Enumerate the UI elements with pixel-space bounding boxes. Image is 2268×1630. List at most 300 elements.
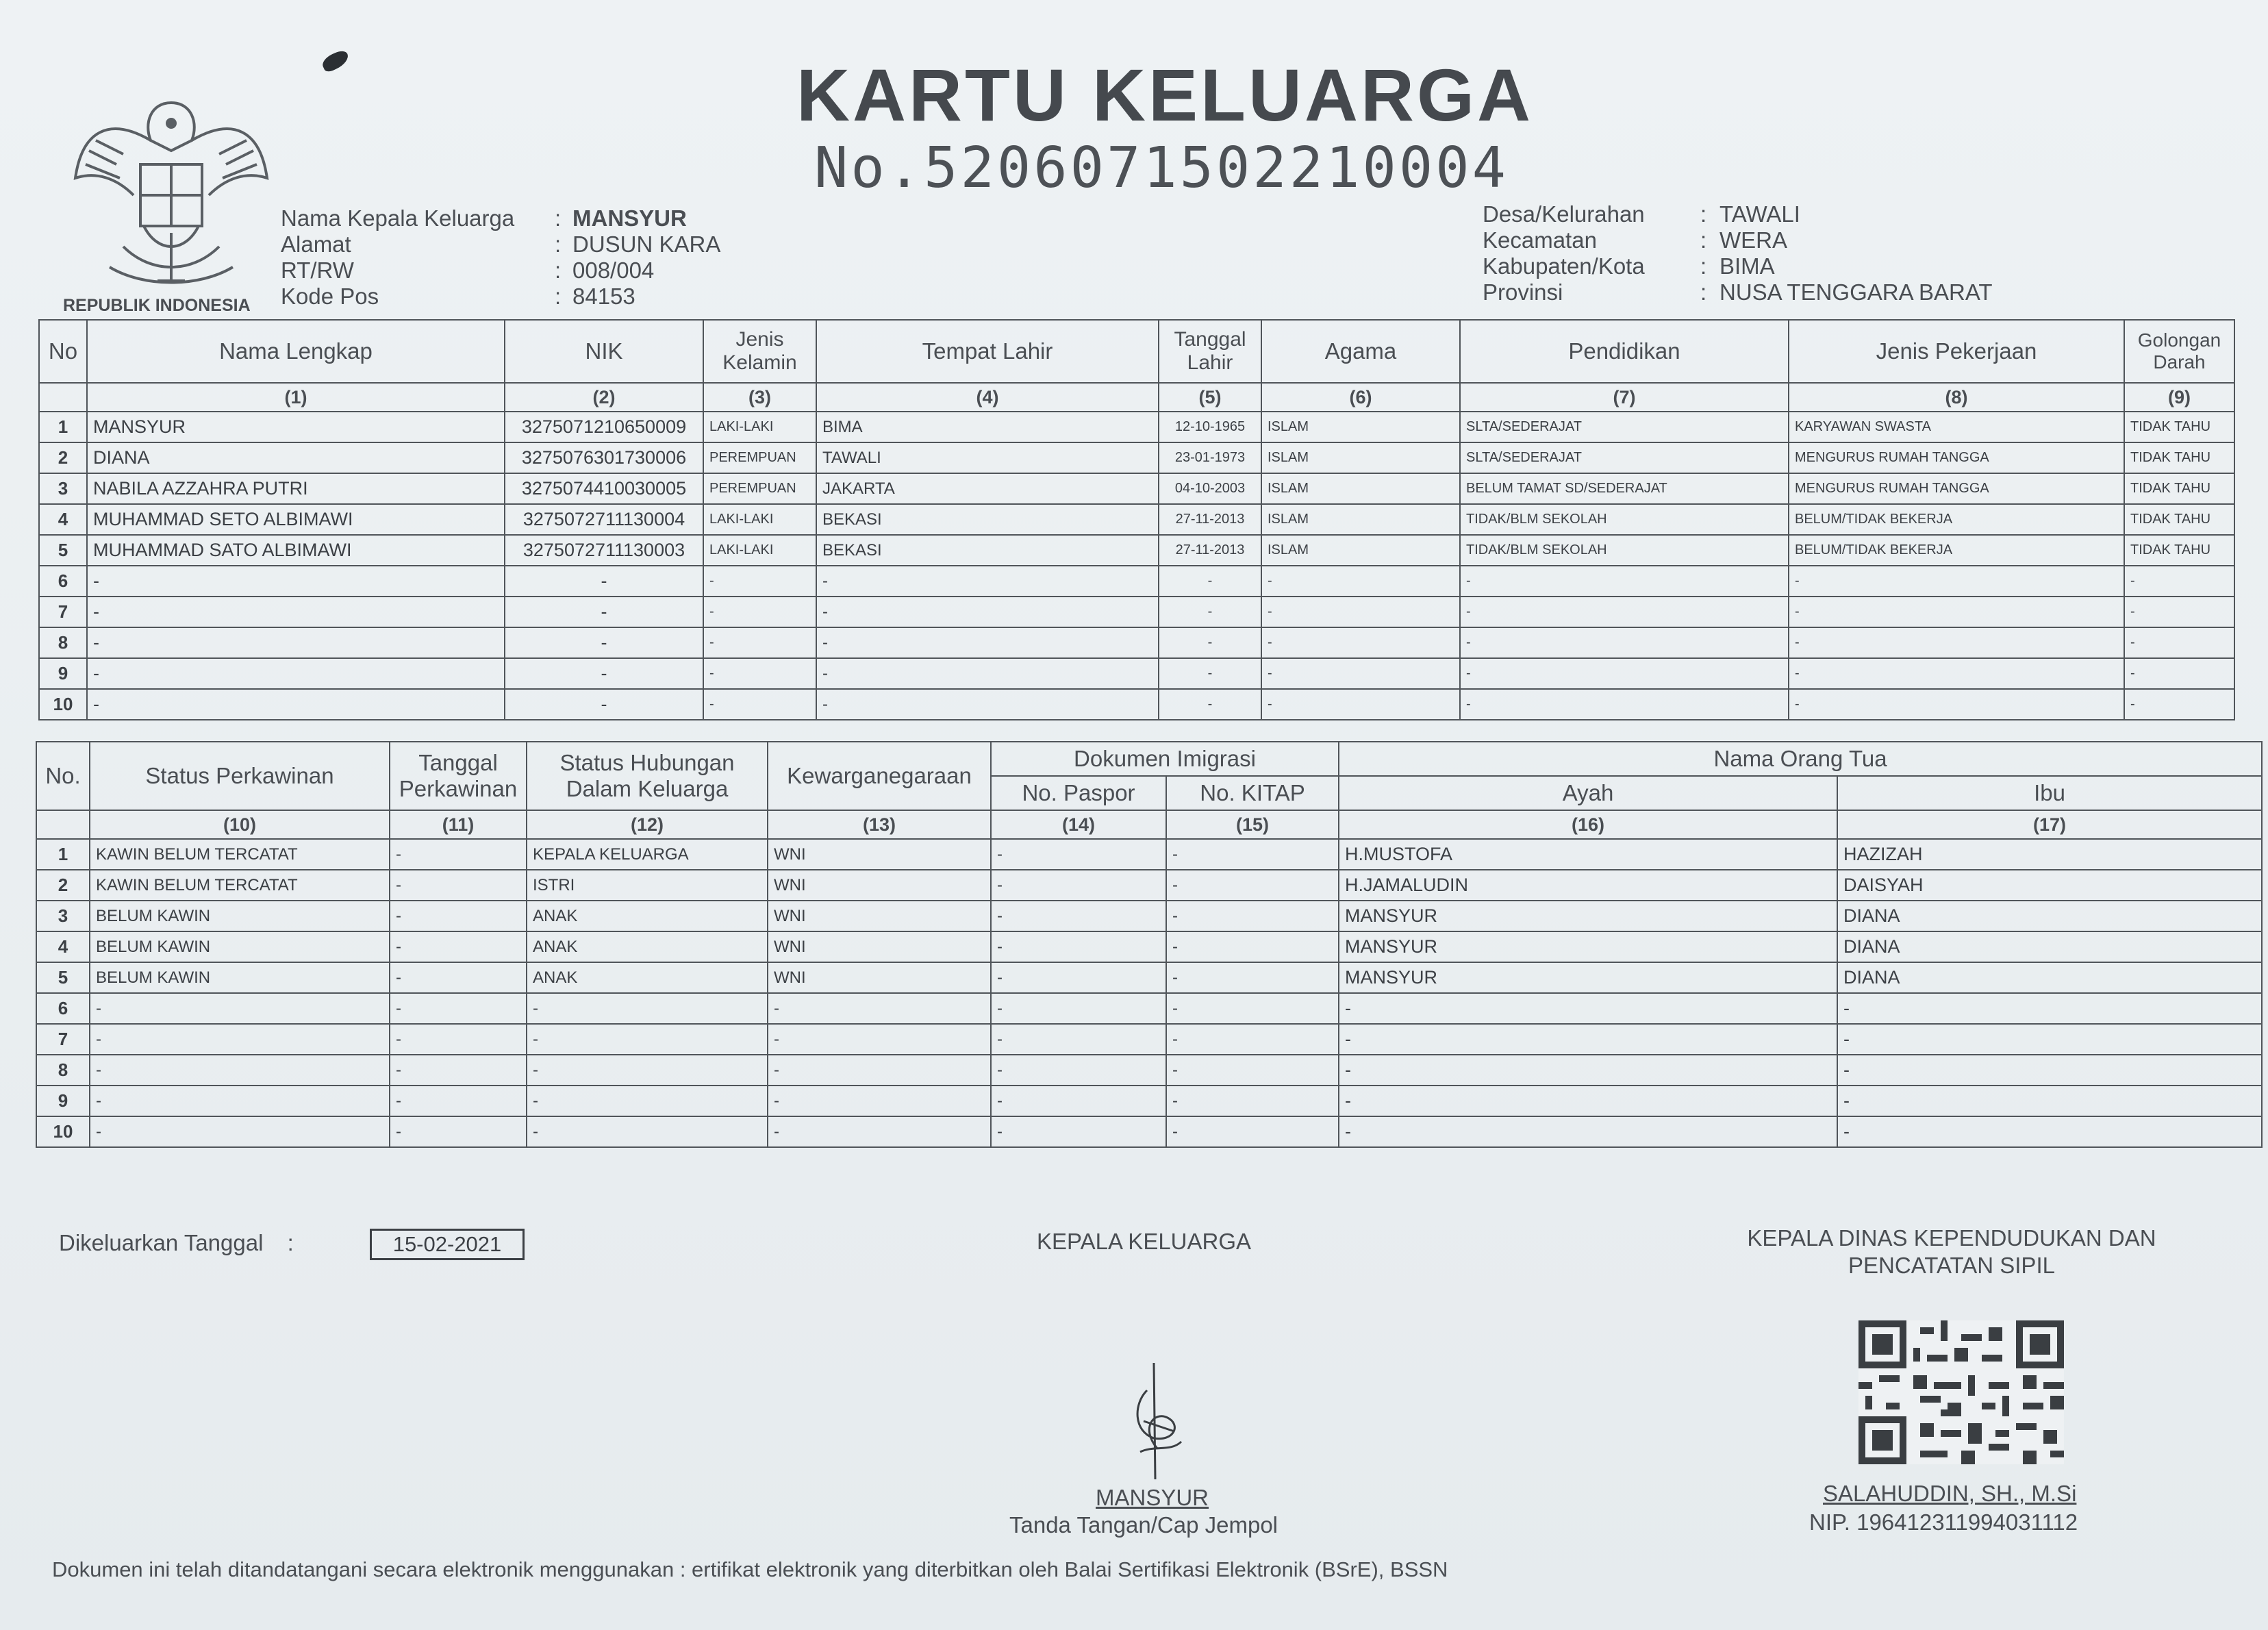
- member-religion: ISLAM: [1261, 504, 1460, 535]
- member-marital-status: -: [90, 1024, 390, 1055]
- member-kitap: -: [1166, 1024, 1339, 1055]
- member-birthplace: -: [816, 597, 1159, 627]
- member-birthplace: -: [816, 566, 1159, 597]
- member-occupation: BELUM/TIDAK BEKERJA: [1789, 535, 2124, 566]
- member-kitap: -: [1166, 870, 1339, 901]
- member-education: -: [1460, 689, 1789, 720]
- family-members-table: [38, 319, 2235, 720]
- table-row: [36, 1055, 2262, 1086]
- signature-icon: [1106, 1363, 1195, 1479]
- col-number: (2): [505, 383, 703, 412]
- col-header-relationship: Status Hubungan Dalam Keluarga: [527, 742, 768, 810]
- member-mother: DIANA: [1837, 931, 2262, 962]
- member-marital-status: BELUM KAWIN: [90, 901, 390, 931]
- member-father: MANSYUR: [1339, 901, 1837, 931]
- member-citizenship: -: [768, 993, 991, 1024]
- member-nik: 3275074410030005: [505, 473, 703, 504]
- member-father: H.MUSTOFA: [1339, 839, 1837, 870]
- member-passport: -: [991, 901, 1166, 931]
- member-birthplace: BEKASI: [816, 535, 1159, 566]
- member-marriage-date: -: [390, 993, 527, 1024]
- member-name: -: [87, 597, 505, 627]
- member-education: -: [1460, 566, 1789, 597]
- col-number: (12): [527, 810, 768, 839]
- member-kitap: -: [1166, 1116, 1339, 1147]
- table-header-row: [39, 320, 2234, 383]
- table-row: [39, 597, 2234, 627]
- member-nik: -: [505, 689, 703, 720]
- col-number: [36, 810, 90, 839]
- member-citizenship: WNI: [768, 931, 991, 962]
- table-row: [39, 442, 2234, 473]
- table-header-row: [36, 742, 2262, 776]
- member-blood-type: -: [2124, 627, 2234, 658]
- row-no: 9: [36, 1086, 90, 1116]
- member-nik: -: [505, 627, 703, 658]
- member-citizenship: WNI: [768, 962, 991, 993]
- row-no: 3: [39, 473, 87, 504]
- member-relationship: -: [527, 1055, 768, 1086]
- row-no: 1: [39, 412, 87, 442]
- member-passport: -: [991, 962, 1166, 993]
- member-occupation: -: [1789, 658, 2124, 689]
- member-gender: PEREMPUAN: [703, 442, 816, 473]
- qr-code-icon: [1859, 1320, 2064, 1464]
- member-occupation: KARYAWAN SWASTA: [1789, 412, 2124, 442]
- member-religion: -: [1261, 658, 1460, 689]
- member-passport: -: [991, 870, 1166, 901]
- row-no: 7: [36, 1024, 90, 1055]
- table-row: [39, 689, 2234, 720]
- family-head-title: KEPALA KELUARGA: [1037, 1229, 1252, 1254]
- member-religion: ISLAM: [1261, 473, 1460, 504]
- member-kitap: -: [1166, 931, 1339, 962]
- member-nik: 3275076301730006: [505, 442, 703, 473]
- member-mother: DIANA: [1837, 962, 2262, 993]
- member-name: MUHAMMAD SETO ALBIMAWI: [87, 504, 505, 535]
- emblem-caption: REPUBLIK INDONESIA: [63, 296, 251, 315]
- head-name-value: MANSYUR: [572, 205, 687, 231]
- col-header-mother: Ibu: [1837, 776, 2262, 810]
- member-kitap: -: [1166, 1086, 1339, 1116]
- member-mother: -: [1837, 1116, 2262, 1147]
- member-blood-type: -: [2124, 566, 2234, 597]
- info-colon: :: [1700, 279, 1707, 305]
- postal-code-value: 84153: [572, 284, 635, 309]
- member-birthplace: -: [816, 627, 1159, 658]
- info-colon: :: [555, 258, 562, 283]
- member-name: DIANA: [87, 442, 505, 473]
- table-row: [39, 504, 2234, 535]
- member-marital-status: KAWIN BELUM TERCATAT: [90, 870, 390, 901]
- table-row: [39, 535, 2234, 566]
- member-relationship: ANAK: [527, 931, 768, 962]
- member-citizenship: -: [768, 1024, 991, 1055]
- col-number: (17): [1837, 810, 2262, 839]
- info-label: Provinsi: [1483, 279, 1563, 305]
- member-father: -: [1339, 1086, 1837, 1116]
- member-mother: -: [1837, 993, 2262, 1024]
- member-nik: -: [505, 566, 703, 597]
- info-colon: :: [1700, 201, 1707, 227]
- info-colon: :: [555, 231, 562, 257]
- member-religion: ISLAM: [1261, 535, 1460, 566]
- info-label: Alamat: [281, 231, 351, 257]
- table-row: [36, 962, 2262, 993]
- table-row: [39, 658, 2234, 689]
- member-blood-type: -: [2124, 689, 2234, 720]
- member-marital-status: -: [90, 1055, 390, 1086]
- row-no: 8: [36, 1055, 90, 1086]
- member-mother: DIANA: [1837, 901, 2262, 931]
- info-row: [1483, 253, 1993, 279]
- col-header-passport: No. Paspor: [991, 776, 1166, 810]
- member-religion: -: [1261, 689, 1460, 720]
- col-header-immigration-docs: Dokumen Imigrasi: [991, 742, 1339, 776]
- member-occupation: BELUM/TIDAK BEKERJA: [1789, 504, 2124, 535]
- member-birthdate: -: [1159, 658, 1261, 689]
- col-header-occupation: Jenis Pekerjaan: [1789, 320, 2124, 383]
- member-mother: DAISYAH: [1837, 870, 2262, 901]
- member-citizenship: -: [768, 1086, 991, 1116]
- member-marital-status: BELUM KAWIN: [90, 962, 390, 993]
- member-mother: -: [1837, 1055, 2262, 1086]
- official-nip: NIP. 196412311994031112: [1809, 1509, 2078, 1535]
- table-row: [36, 839, 2262, 870]
- member-name: -: [87, 658, 505, 689]
- member-blood-type: TIDAK TAHU: [2124, 535, 2234, 566]
- member-birthdate: -: [1159, 597, 1261, 627]
- issued-date-label: [59, 1230, 294, 1256]
- member-education: -: [1460, 627, 1789, 658]
- member-name: -: [87, 689, 505, 720]
- col-number: (1): [87, 383, 505, 412]
- member-father: -: [1339, 993, 1837, 1024]
- member-marital-status: BELUM KAWIN: [90, 931, 390, 962]
- member-birthdate: 12-10-1965: [1159, 412, 1261, 442]
- col-header-name: Nama Lengkap: [87, 320, 505, 383]
- member-blood-type: -: [2124, 597, 2234, 627]
- info-row: [281, 284, 720, 310]
- member-relationship: ISTRI: [527, 870, 768, 901]
- member-kitap: -: [1166, 901, 1339, 931]
- address-value: DUSUN KARA: [572, 231, 721, 257]
- info-label: RT/RW: [281, 258, 354, 283]
- member-nik: 3275071210650009: [505, 412, 703, 442]
- col-number: (3): [703, 383, 816, 412]
- col-number: (8): [1789, 383, 2124, 412]
- office-title-line2: PENCATATAN SIPIL: [1848, 1253, 2055, 1278]
- member-birthplace: BIMA: [816, 412, 1159, 442]
- electronic-signature-note: Dokumen ini telah ditandatangani secara elektronik menggunakan : ertifikat elektronik yang diterbitkan oleh Balai Sertifikasi Elektronik (BSrE), BSSN: [52, 1557, 1448, 1581]
- member-religion: -: [1261, 566, 1460, 597]
- member-passport: -: [991, 839, 1166, 870]
- col-number: (9): [2124, 383, 2234, 412]
- info-colon: :: [1700, 253, 1707, 279]
- member-gender: LAKI-LAKI: [703, 412, 816, 442]
- member-gender: -: [703, 658, 816, 689]
- table-row: [36, 901, 2262, 931]
- member-occupation: -: [1789, 689, 2124, 720]
- member-mother: -: [1837, 1086, 2262, 1116]
- member-religion: ISLAM: [1261, 412, 1460, 442]
- member-marital-status: -: [90, 1086, 390, 1116]
- info-row: [1483, 279, 1993, 305]
- table-row: [36, 993, 2262, 1024]
- member-kitap: -: [1166, 962, 1339, 993]
- row-no: 5: [36, 962, 90, 993]
- member-nik: -: [505, 658, 703, 689]
- col-header-marital-status: Status Perkawinan: [90, 742, 390, 810]
- info-row: [281, 231, 720, 258]
- table-row: [36, 1024, 2262, 1055]
- member-blood-type: -: [2124, 658, 2234, 689]
- row-no: 7: [39, 597, 87, 627]
- col-number: (6): [1261, 383, 1460, 412]
- col-number: (13): [768, 810, 991, 839]
- member-passport: -: [991, 1024, 1166, 1055]
- member-occupation: MENGURUS RUMAH TANGGA: [1789, 473, 2124, 504]
- member-relationship: -: [527, 1024, 768, 1055]
- col-number: (5): [1159, 383, 1261, 412]
- col-header-father: Ayah: [1339, 776, 1837, 810]
- info-label: Desa/Kelurahan: [1483, 201, 1645, 227]
- col-header-birthplace: Tempat Lahir: [816, 320, 1159, 383]
- member-education: SLTA/SEDERAJAT: [1460, 442, 1789, 473]
- member-citizenship: -: [768, 1116, 991, 1147]
- info-row: [1483, 201, 1993, 227]
- member-marriage-date: -: [390, 1086, 527, 1116]
- member-birthdate: 27-11-2013: [1159, 535, 1261, 566]
- member-birthdate: 04-10-2003: [1159, 473, 1261, 504]
- member-marriage-date: -: [390, 1024, 527, 1055]
- member-passport: -: [991, 1116, 1166, 1147]
- member-occupation: -: [1789, 566, 2124, 597]
- member-mother: -: [1837, 1024, 2262, 1055]
- col-header-blood-type: Golongan Darah: [2124, 320, 2234, 383]
- col-header-kitap: No. KITAP: [1166, 776, 1339, 810]
- member-birthplace: BEKASI: [816, 504, 1159, 535]
- member-gender: -: [703, 627, 816, 658]
- table-row: [39, 627, 2234, 658]
- office-title: [1712, 1225, 2191, 1279]
- info-row: [1483, 227, 1993, 253]
- info-row: [281, 205, 720, 231]
- member-nik: 3275072711130004: [505, 504, 703, 535]
- member-marriage-date: -: [390, 839, 527, 870]
- province-value: NUSA TENGGARA BARAT: [1719, 279, 1993, 305]
- col-number: (14): [991, 810, 1166, 839]
- table-row: [36, 931, 2262, 962]
- member-occupation: -: [1789, 627, 2124, 658]
- col-number: (16): [1339, 810, 1837, 839]
- col-header-nik: NIK: [505, 320, 703, 383]
- member-birthdate: 27-11-2013: [1159, 504, 1261, 535]
- issued-colon: :: [287, 1230, 294, 1255]
- table-row: [39, 412, 2234, 442]
- col-number: (4): [816, 383, 1159, 412]
- member-father: MANSYUR: [1339, 962, 1837, 993]
- member-name: -: [87, 627, 505, 658]
- member-gender: LAKI-LAKI: [703, 535, 816, 566]
- table-row: [39, 473, 2234, 504]
- info-label: Kabupaten/Kota: [1483, 253, 1645, 279]
- member-passport: -: [991, 1086, 1166, 1116]
- member-education: SLTA/SEDERAJAT: [1460, 412, 1789, 442]
- member-marital-status: -: [90, 993, 390, 1024]
- row-no: 3: [36, 901, 90, 931]
- member-birthdate: -: [1159, 689, 1261, 720]
- member-gender: LAKI-LAKI: [703, 504, 816, 535]
- rt-rw-value: 008/004: [572, 258, 655, 283]
- table-row: [39, 566, 2234, 597]
- col-number: (11): [390, 810, 527, 839]
- official-name: SALAHUDDIN, SH., M.Si: [1823, 1481, 2077, 1506]
- table-row: [36, 1116, 2262, 1147]
- member-gender: -: [703, 597, 816, 627]
- document-title: KARTU KELUARGA: [796, 53, 1533, 136]
- member-gender: -: [703, 689, 816, 720]
- info-label: Kecamatan: [1483, 227, 1597, 253]
- info-label: Kode Pos: [281, 284, 379, 309]
- member-marital-status: -: [90, 1116, 390, 1147]
- member-relationship: -: [527, 1116, 768, 1147]
- member-gender: PEREMPUAN: [703, 473, 816, 504]
- member-birthplace: JAKARTA: [816, 473, 1159, 504]
- col-number: (15): [1166, 810, 1339, 839]
- member-marriage-date: -: [390, 901, 527, 931]
- member-marriage-date: -: [390, 962, 527, 993]
- member-blood-type: TIDAK TAHU: [2124, 412, 2234, 442]
- column-number-row: [36, 810, 2262, 839]
- member-birthplace: TAWALI: [816, 442, 1159, 473]
- member-relationship: -: [527, 1086, 768, 1116]
- member-religion: ISLAM: [1261, 442, 1460, 473]
- family-head-info: [281, 205, 720, 310]
- member-citizenship: WNI: [768, 839, 991, 870]
- col-header-marriage-date: Tanggal Perkawinan: [390, 742, 527, 810]
- document-number: No.5206071502210004: [814, 136, 1509, 201]
- member-marriage-date: -: [390, 1116, 527, 1147]
- member-birthdate: 23-01-1973: [1159, 442, 1261, 473]
- member-citizenship: WNI: [768, 870, 991, 901]
- table-row: [36, 1086, 2262, 1116]
- member-father: -: [1339, 1116, 1837, 1147]
- col-header-no: No: [39, 320, 87, 383]
- issued-label-text: Dikeluarkan Tanggal: [59, 1230, 264, 1255]
- row-no: 5: [39, 535, 87, 566]
- family-head-name: MANSYUR: [1096, 1485, 1209, 1510]
- member-relationship: ANAK: [527, 901, 768, 931]
- member-marriage-date: -: [390, 870, 527, 901]
- col-header-no: No.: [36, 742, 90, 810]
- issued-date-box: 15-02-2021: [370, 1229, 525, 1260]
- col-header-parents: Nama Orang Tua: [1339, 742, 2262, 776]
- column-number-row: [39, 383, 2234, 412]
- member-education: TIDAK/BLM SEKOLAH: [1460, 535, 1789, 566]
- row-no: 2: [39, 442, 87, 473]
- member-education: TIDAK/BLM SEKOLAH: [1460, 504, 1789, 535]
- member-religion: -: [1261, 627, 1460, 658]
- info-colon: :: [555, 284, 562, 309]
- col-header-citizenship: Kewarganegaraan: [768, 742, 991, 810]
- member-birthdate: -: [1159, 627, 1261, 658]
- member-mother: HAZIZAH: [1837, 839, 2262, 870]
- office-title-line1: KEPALA DINAS KEPENDUDUKAN DAN: [1747, 1225, 2156, 1251]
- member-passport: -: [991, 993, 1166, 1024]
- col-number: (10): [90, 810, 390, 839]
- member-name: -: [87, 566, 505, 597]
- member-occupation: -: [1789, 597, 2124, 627]
- member-kitap: -: [1166, 839, 1339, 870]
- member-blood-type: TIDAK TAHU: [2124, 442, 2234, 473]
- member-marriage-date: -: [390, 1055, 527, 1086]
- signature-caption: Tanda Tangan/Cap Jempol: [1009, 1512, 1278, 1538]
- member-kitap: -: [1166, 1055, 1339, 1086]
- member-passport: -: [991, 931, 1166, 962]
- member-birthplace: -: [816, 658, 1159, 689]
- member-passport: -: [991, 1055, 1166, 1086]
- row-no: 4: [36, 931, 90, 962]
- village-value: TAWALI: [1719, 201, 1800, 227]
- member-relationship: -: [527, 993, 768, 1024]
- member-nik: -: [505, 597, 703, 627]
- info-colon: :: [1700, 227, 1707, 253]
- member-marital-status: KAWIN BELUM TERCATAT: [90, 839, 390, 870]
- regency-value: BIMA: [1719, 253, 1775, 279]
- col-header-education: Pendidikan: [1460, 320, 1789, 383]
- member-name: MANSYUR: [87, 412, 505, 442]
- table-row: [36, 870, 2262, 901]
- member-father: MANSYUR: [1339, 931, 1837, 962]
- member-marriage-date: -: [390, 931, 527, 962]
- member-kitap: -: [1166, 993, 1339, 1024]
- member-father: -: [1339, 1024, 1837, 1055]
- member-name: MUHAMMAD SATO ALBIMAWI: [87, 535, 505, 566]
- region-info: [1483, 201, 1993, 305]
- member-name: NABILA AZZAHRA PUTRI: [87, 473, 505, 504]
- row-no: 8: [39, 627, 87, 658]
- member-education: -: [1460, 658, 1789, 689]
- member-citizenship: -: [768, 1055, 991, 1086]
- member-education: -: [1460, 597, 1789, 627]
- col-header-birthdate: Tanggal Lahir: [1159, 320, 1261, 383]
- member-nik: 3275072711130003: [505, 535, 703, 566]
- row-no: 2: [36, 870, 90, 901]
- row-no: 4: [39, 504, 87, 535]
- member-blood-type: TIDAK TAHU: [2124, 473, 2234, 504]
- row-no: 1: [36, 839, 90, 870]
- row-no: 6: [36, 993, 90, 1024]
- row-no: 6: [39, 566, 87, 597]
- member-gender: -: [703, 566, 816, 597]
- member-birthdate: -: [1159, 566, 1261, 597]
- info-colon: :: [555, 205, 562, 231]
- member-father: H.JAMALUDIN: [1339, 870, 1837, 901]
- member-religion: -: [1261, 597, 1460, 627]
- row-no: 10: [36, 1116, 90, 1147]
- row-no: 9: [39, 658, 87, 689]
- row-no: 10: [39, 689, 87, 720]
- col-number: (7): [1460, 383, 1789, 412]
- col-header-religion: Agama: [1261, 320, 1460, 383]
- district-value: WERA: [1719, 227, 1787, 253]
- member-education: BELUM TAMAT SD/SEDERAJAT: [1460, 473, 1789, 504]
- info-label: Nama Kepala Keluarga: [281, 205, 515, 231]
- member-birthplace: -: [816, 689, 1159, 720]
- member-relationship: KEPALA KELUARGA: [527, 839, 768, 870]
- info-row: [281, 258, 720, 284]
